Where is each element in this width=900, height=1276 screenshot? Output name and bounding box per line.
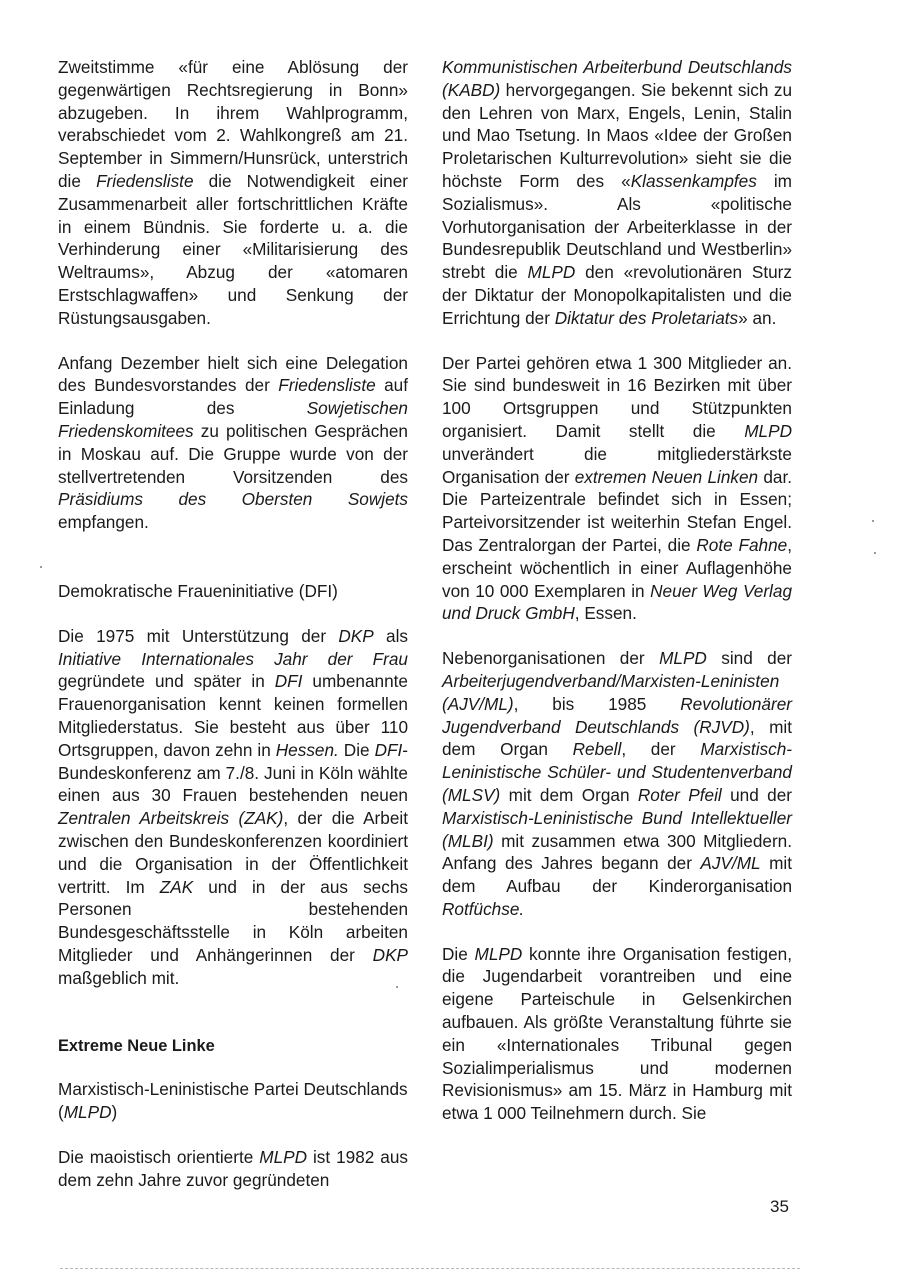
text-run: ist 1982 aus dem zehn Jahre zuvor gegründeten [58,1146,408,1190]
text-run: , erscheint wöchentlich in einer Auflagenhöhe von 10 000 Exemplaren in [442,534,792,601]
emphasis-ajv-ml: AJV/ML [700,853,761,874]
text-run: Der Partei gehören etwa 1 300 Mitglieder an. Sie sind bundesweit in 16 Bezirken mit über 100 Ortsgruppen und Stützpunkten organisiert. Damit stellt die [442,352,792,441]
left-paragraph-friedensliste-program [58,56,408,330]
subheading-dfi: Demokratische Fraueninitiative (DFI) [58,580,338,601]
text-run: und der [721,784,792,805]
text-run: , der die Arbeit zwischen den Bundeskonferenzen koordiniert und die Organisation in der Öffentlichkeit vertritt. Im [58,808,408,897]
emphasis-klassenkampf: Klassenkampfes [630,170,757,191]
text-run: im Sozialismus». Als «politische Vorhutorganisation der Arbeiterklasse in der Bundesrepublik Deutschland und Westberlin» strebt die [442,170,792,283]
subheading-mlpd [58,1078,408,1124]
right-paragraph-activities [442,943,792,1125]
scan-speck [40,566,42,568]
text-run: gegründete und später in [58,671,275,692]
right-paragraph-side-organisations [442,647,792,921]
emphasis-rebell: Rebell [572,739,622,760]
emphasis-roter-pfeil: Roter Pfeil [637,784,722,805]
text-run: ) [111,1102,118,1123]
text-run: empfangen. [58,512,149,533]
emphasis-rjvd: Revolutionärer Jugendverband Deutschlands (RJVD) [442,693,792,737]
text-run: Die [442,943,475,964]
left-paragraph-moscow-delegation [58,352,408,534]
text-run: umbenannte Frauenorganisation kennt keinen formellen Mitgliederstatus. Sie besteht aus über 110 Ortsgruppen, davon zehn in [58,671,408,760]
text-run: Die maoistisch orientierte [58,1146,260,1167]
text-run: , mit dem Organ [442,716,792,760]
text-run: auf Einladung des [58,375,409,419]
text-run: Die [338,739,375,760]
emphasis-dfi: DFI [274,671,303,692]
emphasis-dfi: DFI [374,739,403,760]
text-run: die Notwendigkeit einer Zusammenarbeit aller fortschrittlichen Kräfte in einem Bündnis. Sie forderte u. a. die Verhinderung einer «Militarisierung des Weltraums», Abzug der «atomaren Erstschlagwaffen» und Senkung der Rüstungsausgaben. [58,170,408,328]
emphasis-initiative: Initiative Internationales Jahr der Frau [58,648,408,669]
text-run: Marxistisch-Leninistische Partei Deutschlands ( [58,1079,408,1123]
text-run: zu politischen Gesprächen in Moskau auf. Die Gruppe wurde von der stellvertretenden Vorsitzenden des [58,420,408,487]
text-run: dar. Die Parteizentrale befindet sich in Essen; Parteivorsitzender ist weiterhin Stefan Engel. Das Zentralorgan der Partei, die [442,466,792,555]
text-run: Nebenorganisationen der [442,648,660,669]
emphasis-friedensliste: Friedensliste [278,375,376,396]
text-run: mit dem Organ [500,784,638,805]
text-run: mit zusammen etwa 300 Mitgliedern. Anfang des Jahres begann der [442,830,792,874]
text-run: Die 1975 mit Unterstützung der [58,625,339,646]
emphasis-mlpd: MLPD [659,648,707,669]
emphasis-mlpd: MLPD [744,420,792,441]
text-run: als [373,625,409,646]
emphasis-kabd: Kommunistischen Arbeiterbund Deutschlands (KABD) [442,57,792,100]
emphasis-dkp: DKP [338,625,374,646]
emphasis-rotfuechse: Rotfüchse. [442,898,525,919]
text-run: , Essen. [574,603,637,624]
text-run: maßgeblich mit. [58,967,180,988]
text-run: Zweitstimme «für eine Ablösung der gegenwärtigen Rechtsregierung in Bonn» abzugeben. In ihrem Wahlprogramm, verabschiedet vom 2. Wahlkongreß am 21. September in Simmern/Hunsrück, unterstrich die [58,57,408,191]
text-run: und in der aus sechs Personen bestehenden Bundesgeschäftsstelle in Köln arbeiten Mitglieder und Anhängerinnen der [58,876,408,965]
emphasis-zak: Zentralen Arbeitskreis (ZAK) [58,808,284,829]
text-run: unverändert die mitgliederstärkste Organisation der [442,443,792,487]
emphasis-zak-short: ZAK [159,876,194,897]
emphasis-sowjetisches-friedenskomitee: Sowjetischen Friedenskomitees [58,398,408,441]
emphasis-mlpd: MLPD [474,943,523,964]
text-run: sind der [706,648,792,669]
emphasis-mlbi: Marxistisch-Leninistische Bund Intellektueller (MLBI) [442,807,792,851]
text-run: Anfang Dezember hielt sich eine Delegation des Bundesvorstandes der [58,352,408,396]
left-paragraph-mlpd-origin [58,1146,408,1192]
left-column [58,56,408,1191]
scan-speck [396,986,398,988]
emphasis-hessen: Hessen. [275,739,339,760]
text-run: den «revolutionären Sturz der Diktatur der Monopolkapitalisten und die Errichtung der [442,262,792,328]
text-run: » an. [738,307,777,328]
scan-speck [874,552,876,554]
emphasis-mlpd: MLPD [527,262,576,283]
scan-bottom-edge [60,1268,800,1269]
emphasis-mlpd: MLPD [259,1146,308,1167]
text-run: , der [621,739,701,760]
text-run: mit dem Aufbau der Kinderorganisation [442,853,792,897]
emphasis-praesidium: Präsidiums des Obersten Sowjets [58,489,408,510]
section-heading-extreme-neue-linke: Extreme Neue Linke [58,1037,215,1056]
emphasis-rote-fahne: Rote Fahne [696,534,788,555]
text-run: hervorgegangen. Sie bekennt sich zu den Lehren von Marx, Engels, Lenin, Stalin und Mao Tsetung. In Maos «Idee der Großen Proletarischen Kulturrevolution» sieht sie die höchste Form des « [442,79,792,191]
right-paragraph-kabd [442,56,792,330]
emphasis-mlsv: Marxistisch-Leninistische Schüler- und Studentenverband (MLSV) [442,739,792,805]
left-paragraph-dfi [58,625,408,990]
scan-speck [872,520,874,522]
right-column [442,56,792,1125]
emphasis-mlpd: MLPD [63,1102,112,1123]
emphasis-diktatur: Diktatur des Proletariats [554,307,739,328]
text-run: konnte ihre Organisation festigen, die Jugendarbeit vorantreiben und eine eigene Parteischule in Gelsenkirchen aufbauen. Als größte Veranstaltung führte sie ein «Internationales Tribunal gegen Sozialimperialismus und modernen Revisionismus» am 15. März in Hamburg mit etwa 1 000 Teilnehmern durch. Sie [442,943,792,1124]
emphasis-ajv-ml: Arbeiterjugendverband/Marxisten-Leninisten (AJV/ML) [442,670,780,714]
right-paragraph-membership [442,352,792,626]
page-number: 35 [770,1197,789,1216]
text-run: , bis 1985 [513,693,681,714]
emphasis-dkp: DKP [372,944,408,965]
emphasis-friedensliste: Friedensliste [96,170,194,191]
emphasis-neuer-weg-verlag: Neuer Weg Verlag und Druck GmbH [442,580,792,624]
text-run: -Bundeskonferenz am 7./8. Juni in Köln wählte einen aus 30 Frauen bestehenden neuen [58,739,408,806]
emphasis-extreme-neue-linke: extremen Neuen Linken [574,466,759,487]
